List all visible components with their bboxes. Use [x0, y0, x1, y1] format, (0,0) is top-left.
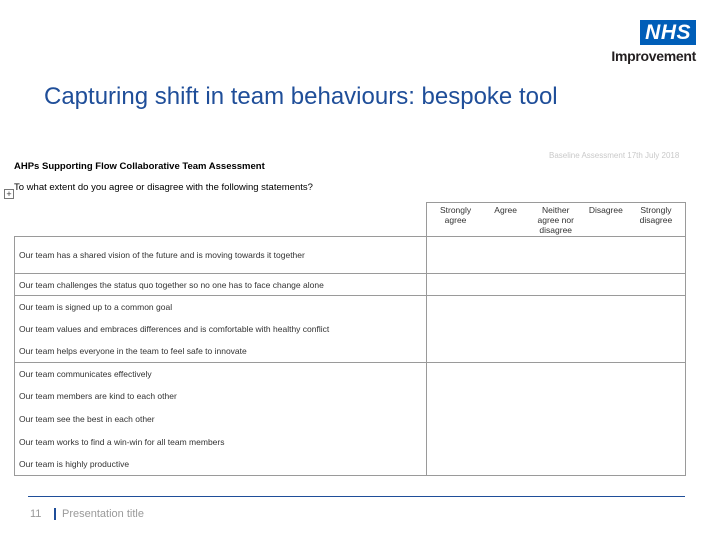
- scale-header-line: agree nor: [537, 215, 574, 225]
- statement-row: [15, 296, 686, 318]
- assessment-table: [14, 202, 686, 476]
- scale-header-line: Strongly: [640, 205, 672, 215]
- scale-header-line: Neither: [542, 205, 570, 215]
- response-cell[interactable]: [426, 362, 686, 475]
- form-title: AHPs Supporting Flow Collaborative Team Assessment: [14, 161, 265, 172]
- statement-cell: [15, 274, 427, 296]
- table-move-handle-icon[interactable]: +: [4, 189, 14, 199]
- statement-cell: [15, 340, 427, 362]
- statement-text: Our team see the best in each other: [19, 413, 155, 424]
- statement-cell: [15, 385, 427, 408]
- scale-header-4: [631, 205, 681, 236]
- statement-cell: [15, 318, 427, 340]
- scale-header-line: disagree: [639, 215, 673, 225]
- statement-cell: [15, 362, 427, 385]
- statement-text: Our team helps everyone in the team to feel safe to innovate: [19, 346, 247, 357]
- scale-header-line: disagree: [539, 225, 573, 235]
- statement-header-cell: [15, 203, 427, 237]
- statement-text: Our team is highly productive: [19, 458, 130, 469]
- response-cell[interactable]: [426, 237, 686, 274]
- nhs-logo-mark: NHS: [640, 20, 696, 45]
- response-cell[interactable]: [426, 296, 686, 363]
- scale-header-line: Strongly: [439, 205, 472, 215]
- statement-text: Our team members are kind to each other: [19, 391, 177, 402]
- baseline-watermark: Baseline Assessment 17th July 2018: [549, 151, 680, 160]
- scale-header-1: [481, 205, 531, 236]
- statement-text: Our team challenges the status quo together so no one has to face change alone: [19, 279, 324, 290]
- statement-text: Our team has a shared vision of the future and is moving towards it together: [19, 250, 305, 260]
- presentation-title: Presentation title: [62, 508, 144, 520]
- scale-header-3: [581, 205, 631, 236]
- nhs-logo-org: Improvement: [611, 48, 696, 64]
- statement-text: Our team values and embraces differences and is comfortable with healthy conflict: [19, 323, 330, 334]
- footer-separator: [54, 508, 56, 520]
- scale-header-line: agree: [444, 215, 467, 225]
- statement-cell: [15, 237, 427, 274]
- scale-header-line: Agree: [494, 205, 517, 215]
- statement-cell: [15, 430, 427, 453]
- statement-cell: [15, 296, 427, 318]
- statement-cell: [15, 408, 427, 431]
- statement-row: [15, 274, 686, 296]
- footer-divider: [28, 496, 685, 497]
- statement-text: Our team communicates effectively: [19, 369, 152, 380]
- statement-text: Our team is signed up to a common goal: [19, 301, 173, 312]
- scale-header-2: [531, 205, 581, 236]
- response-cell[interactable]: [426, 274, 686, 296]
- statement-row: [15, 237, 686, 274]
- scale-header-0: [431, 205, 481, 236]
- page-number: 11: [30, 508, 42, 520]
- slide-title: Capturing shift in team behaviours: bespoke tool: [44, 83, 558, 110]
- table-header-row: [15, 203, 686, 237]
- statement-text: Our team works to find a win-win for all team members: [19, 436, 225, 447]
- form-question: To what extent do you agree or disagree with the following statements?: [14, 182, 313, 193]
- response-header-cell: [426, 203, 686, 237]
- statement-row: [15, 362, 686, 385]
- nhs-improvement-logo: [604, 20, 696, 64]
- scale-header-line: Disagree: [588, 205, 623, 215]
- statement-cell: [15, 453, 427, 476]
